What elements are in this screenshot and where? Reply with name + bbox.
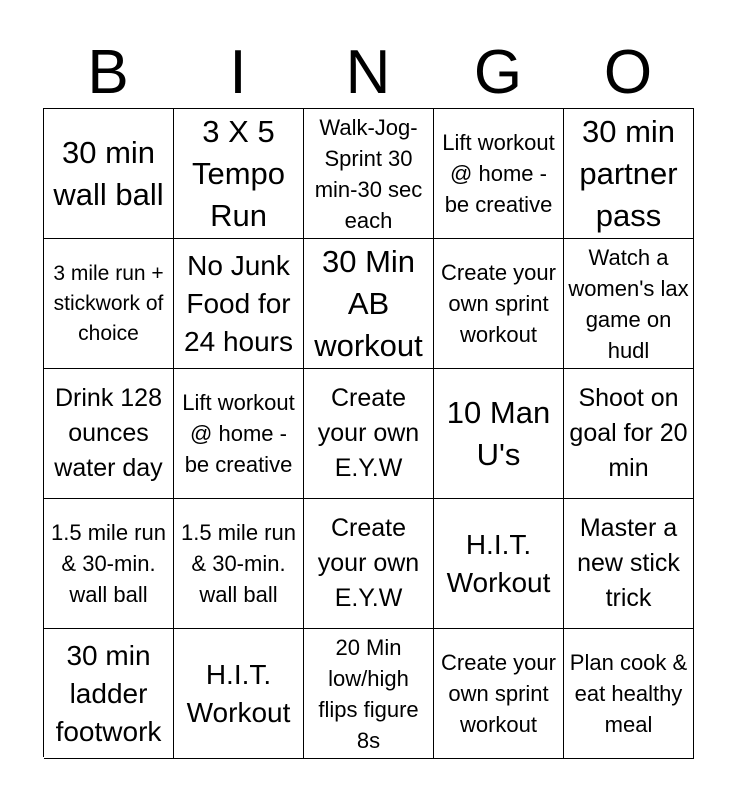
cell-text: Create your own E.Y.W <box>317 384 420 482</box>
bingo-cell-r1-c4[interactable] <box>434 109 564 239</box>
bingo-cell-r4-c3[interactable] <box>304 499 434 629</box>
cell-text: H.I.T. Workout <box>186 658 291 728</box>
bingo-cell-r2-c4[interactable] <box>434 239 564 369</box>
cell-text: Lift workout @ home - be creative <box>442 130 555 217</box>
cell-text: Plan cook & eat healthy meal <box>569 650 688 737</box>
bingo-cell-r2-c2[interactable] <box>174 239 304 369</box>
bingo-cell-r4-c5[interactable] <box>564 499 694 629</box>
cell-text: 10 Man U's <box>446 394 551 472</box>
header-letter-n: N <box>345 38 391 107</box>
cell-text: 30 Min AB workout <box>314 243 423 363</box>
bingo-cell-r3-c5[interactable] <box>564 369 694 499</box>
cell-text: Create your own sprint workout <box>441 650 556 737</box>
bingo-cell-r5-c2[interactable] <box>174 629 304 759</box>
bingo-cell-r2-c1[interactable] <box>44 239 174 369</box>
bingo-cell-r3-c4[interactable] <box>434 369 564 499</box>
bingo-cell-r5-c3[interactable] <box>304 629 434 759</box>
bingo-board <box>43 108 694 757</box>
cell-text: 20 Min low/high flips figure 8s <box>318 634 419 753</box>
header-letter-g: G <box>473 38 523 107</box>
bingo-cell-r4-c1[interactable] <box>44 499 174 629</box>
cell-text: 30 min ladder footwork <box>55 639 162 747</box>
bingo-cell-r5-c4[interactable] <box>434 629 564 759</box>
cell-text: 3 mile run + stickwork of choice <box>53 261 164 345</box>
cell-text: 1.5 mile run & 30-min. wall ball <box>181 520 296 607</box>
bingo-cell-r2-c5[interactable] <box>564 239 694 369</box>
cell-text: 3 X 5 Tempo Run <box>191 113 286 233</box>
cell-text: Watch a women's lax game on hudl <box>568 244 689 363</box>
bingo-cell-r3-c1[interactable] <box>44 369 174 499</box>
bingo-cell-r1-c5[interactable] <box>564 109 694 239</box>
bingo-cell-r2-c3[interactable] <box>304 239 434 369</box>
bingo-header <box>43 38 693 108</box>
bingo-cell-r3-c3[interactable] <box>304 369 434 499</box>
header-letter-b: B <box>87 38 129 107</box>
cell-text: 30 min partner pass <box>579 113 678 233</box>
cell-text: Lift workout @ home - be creative <box>182 390 295 477</box>
bingo-cell-r4-c4[interactable] <box>434 499 564 629</box>
cell-text: Create your own sprint workout <box>441 260 556 347</box>
cell-text: Master a new stick trick <box>577 514 680 612</box>
cell-text: Walk-Jog-Sprint 30 min-30 sec each <box>314 114 423 233</box>
bingo-cell-r1-c1[interactable] <box>44 109 174 239</box>
bingo-cell-r3-c2[interactable] <box>174 369 304 499</box>
bingo-cell-r5-c5[interactable] <box>564 629 694 759</box>
cell-text: 1.5 mile run & 30-min. wall ball <box>51 520 166 607</box>
bingo-cell-r5-c1[interactable] <box>44 629 174 759</box>
header-letter-o: O <box>603 38 653 107</box>
bingo-cell-r1-c2[interactable] <box>174 109 304 239</box>
cell-text: Shoot on goal for 20 min <box>569 384 688 482</box>
cell-text: 30 min wall ball <box>53 134 164 212</box>
cell-text: No Junk Food for 24 hours <box>184 249 293 357</box>
bingo-cell-r1-c3[interactable] <box>304 109 434 239</box>
cell-text: H.I.T. Workout <box>446 528 551 598</box>
cell-text: Create your own E.Y.W <box>317 514 420 612</box>
bingo-cell-r4-c2[interactable] <box>174 499 304 629</box>
header-letter-i: I <box>229 38 247 107</box>
cell-text: Drink 128 ounces water day <box>54 384 163 482</box>
